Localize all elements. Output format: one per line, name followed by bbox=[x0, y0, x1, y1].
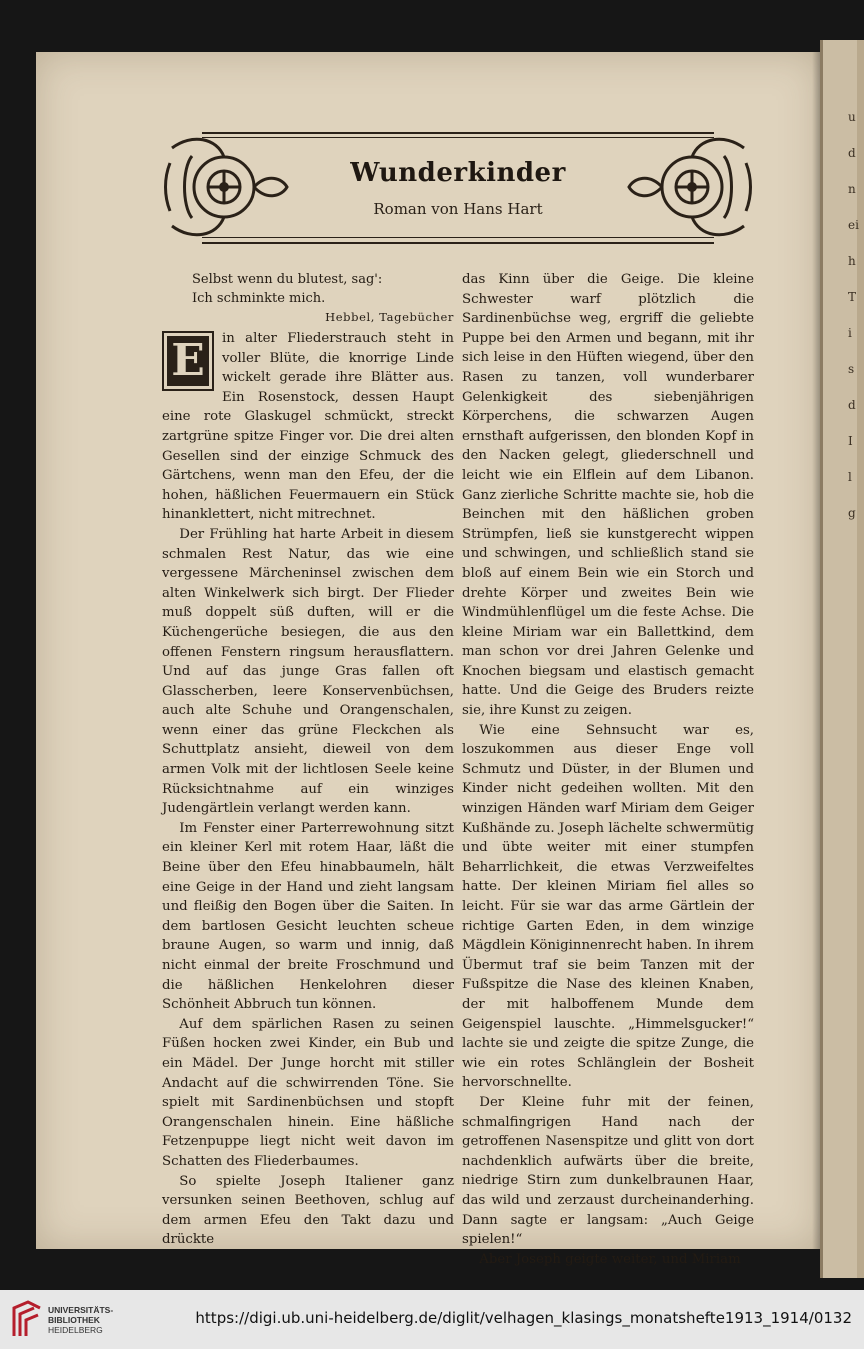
library-logo-icon bbox=[10, 1298, 44, 1340]
paragraph: Wie eine Sehnsucht war es, loszukommen aus dieser Enge voll Schmutz und Düster, in der Blumen und Kinder nicht gedeihen wollten. Mit den winzigen Händen warf Miriam dem Geiger Kußhände zu. Joseph lächelte schwermütig und übte weiter mit einer stumpfen Beharrlichkeit, die etwas Verzweifeltes hatte. Der kleinen Miriam fiel alles so leicht. Für sie war das arme Gärtlein der richtige Garten Eden, in dem winzige Mägdlein Königinnenrecht haben. In ihrem Übermut traf sie beim Tanzen mit der Fußspitze die Nase des kleinen Knaben, der mit halboffenem Munde dem Geigenspiel lauschte. „Himmelsgucker!“ lachte sie und zeigte die spitze Zunge, die wie ein rotes Schlänglein der Bosheit hervorschnellte. bbox=[462, 722, 754, 1091]
margin-fragment: i bbox=[848, 326, 852, 340]
epigraph-line: Ich schminkte mich. bbox=[192, 291, 326, 306]
margin-fragment: n bbox=[848, 182, 856, 196]
margin-fragment: u bbox=[848, 110, 856, 124]
paragraph: Im Fenster einer Parterrewohnung sitzt ein kleiner Kerl mit rotem Haar, läßt die Beine über den Efeu hinabbaumeln, hält eine Geige in der Hand und zieht langsam und fleißig den Bogen über die Saiten. In dem bartlosen Gesicht leuchten scheue braune Augen, so warm und innig, daß nicht einmal der breite Froschmund und die häßlichen Henkelohren dieser Schönheit Abbruch tun können. bbox=[162, 820, 454, 1013]
title-header bbox=[162, 128, 754, 246]
right-column bbox=[462, 270, 754, 1269]
margin-fragment: T bbox=[848, 290, 857, 304]
paragraph: So spielte Joseph Italiener ganz versunken seinen Beethoven, schlug auf dem armen Efeu den Takt dazu und drückte bbox=[162, 1173, 454, 1248]
margin-fragment: I bbox=[848, 434, 853, 448]
margin-fragment: h bbox=[848, 254, 856, 268]
margin-fragment: l bbox=[848, 470, 852, 484]
right-ornament-icon bbox=[624, 128, 754, 246]
margin-fragment: ei bbox=[848, 218, 859, 232]
paragraph: Der Kleine fuhr mit der feinen, schmalfingrigen Hand nach der getroffenen Nasenspitze und glitt von dort nachdenklich aufwärts über die breite, niedrige Stirn zum dunkelbraunen Haar, das wild und zerzaust durcheinanderhing. Dann sagte er langsam: „Auch Geige spielen!“ bbox=[462, 1094, 754, 1248]
library-logo[interactable] bbox=[10, 1298, 130, 1340]
story-title: Wunderkinder bbox=[350, 158, 566, 188]
paragraph: das Kinn über die Geige. Die kleine Schwester warf plötzlich die Sardinenbüchse weg, ergriff die geliebte Puppe bei den Armen und begann, mit ihr sich leise in den Hüften wiegend, über den Rasen zu tanzen, voll wunderbarer Gelenkigkeit des siebenjährigen Körperchens, die schwarzen Augen ernsthaft aufgerissen, den blonden Kopf in den Nacken gelegt, gliederschnell und leicht wie ein Elflein auf dem Libanon. Ganz zierliche Schritte machte sie, hob die Beinchen mit den häßlichen groben Strümpfen, ließ sie kunstgerecht wippen und schwingen, und schließlich stand sie bloß auf einem Bein wie ein Storch und drehte Körper und zweites Bein wie Windmühlenflügel um die feste Achse. Die kleine Miriam war ein Ballettkind, dem man schon vor drei Jahren Gelenke und Knochen biegsam und elastisch gemacht hatte. Und die Geige des Bruders reizte sie, ihre Kunst zu zeigen. bbox=[462, 272, 754, 719]
left-column bbox=[162, 270, 454, 1250]
next-page-text-fragments bbox=[848, 110, 864, 542]
left-ornament-icon bbox=[162, 128, 292, 246]
margin-fragment: g bbox=[848, 506, 856, 520]
drop-cap: E bbox=[162, 331, 214, 391]
paragraph: Aber Joseph geigte weiter, und Miriam bbox=[479, 1251, 741, 1267]
permalink-url[interactable]: https://digi.ub.uni-heidelberg.de/diglit/velhagen_klasings_monatshefte1913_1914/0132 bbox=[195, 1309, 852, 1327]
epigraph-source: Hebbel, Tagebücher bbox=[325, 310, 454, 324]
epigraph bbox=[192, 270, 454, 327]
paragraph: Der Frühling hat harte Arbeit in diesem schmalen Rest Natur, das wie eine vergessene Märcheninsel zwischen dem alten Winkelwerk sich birgt. Der Flieder muß doppelt süß duften, will er die Küchengerüche besiegen, die aus den offenen Fenstern ringsum herausflattern. Und auf das junge Gras fallen oft Glasscherben, leere Konservenbüchsen, auch alte Schuhe und Orangenschalen, wenn einer das grüne Fleckchen als Schuttplatz ansieht, dieweil von dem armen Volk mit der lichtlosen Seele keine Rücksichtnahme auf ein winziges Judengärtlein verlangt werden kann. bbox=[162, 526, 454, 817]
margin-fragment: s bbox=[848, 362, 855, 376]
margin-fragment: d bbox=[848, 398, 856, 412]
paragraph: Auf dem spärlichen Rasen zu seinen Füßen hocken zwei Kinder, ein Bub und ein Mädel. Der Junge horcht mit stiller Andacht auf die schwirrenden Töne. Sie spielt mit Sardinenbüchsen und stopft Orangenschalen hinein. Eine häßliche Fetzenpuppe liegt nicht weit davon im Schatten des Fliederbaumes. bbox=[162, 1016, 454, 1169]
epigraph-line: Selbst wenn du blutest, sag': bbox=[192, 272, 383, 287]
paragraph: E in alter Fliederstrauch steht in voller Blüte, die knorrige Linde wickelt gerade ihre Blätter aus. Ein Rosenstock, dessen Haupt eine rote Glaskugel schmückt, streckt zartgrüne spitze Finger vor. Die drei alten Gesellen sind der einzige Schmuck des Gärtchens, wenn man den Efeu, der die hohen, häßlichen Feuermauern ein Stück hinanklettert, nicht mitrechnet. bbox=[162, 331, 454, 523]
margin-fragment: d bbox=[848, 146, 856, 160]
library-logo-text: UNIVERSITÄTS- BIBLIOTHEK HEIDELBERG bbox=[48, 1305, 114, 1335]
viewer-footer bbox=[0, 1290, 864, 1349]
story-author: Roman von Hans Hart bbox=[373, 200, 543, 218]
